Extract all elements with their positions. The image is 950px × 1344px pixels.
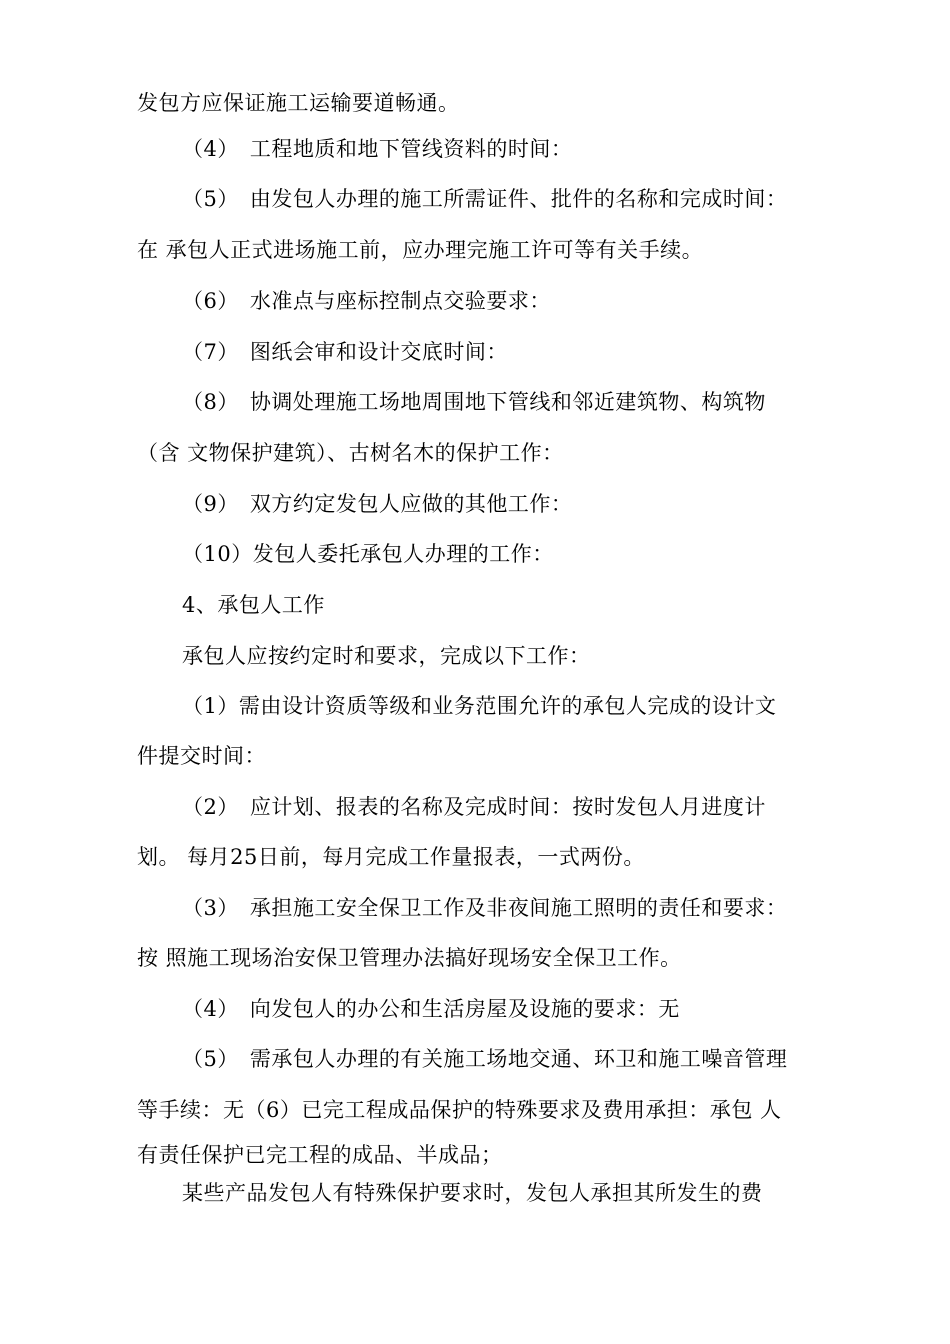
paragraph-line: 在 承包人正式进场施工前，应办理完施工许可等有关手续。 xyxy=(137,238,704,262)
paragraph-line: 按 照施工现场治安保卫管理办法搞好现场安全保卫工作。 xyxy=(137,946,682,970)
paragraph-line: （7） 图纸会审和设计交底时间： xyxy=(182,340,508,364)
paragraph-line: （10）发包人委托承包人办理的工作： xyxy=(182,542,554,566)
paragraph-line: 等手续：无（6）已完工程成品保护的特殊要求及费用承担：承包 人 xyxy=(137,1098,782,1122)
paragraph-line: （6） 水准点与座标控制点交验要求： xyxy=(182,289,551,313)
paragraph-line: （5） 需承包人办理的有关施工场地交通、环卫和施工噪音管理 xyxy=(182,1047,788,1071)
paragraph-line: 划。 每月25日前，每月完成工作量报表，一式两份。 xyxy=(137,845,645,869)
paragraph-line: （4） 向发包人的办公和生活房屋及设施的要求：无 xyxy=(182,997,680,1021)
paragraph-line: （4） 工程地质和地下管线资料的时间： xyxy=(182,137,573,161)
paragraph-line: （8） 协调处理施工场地周围地下管线和邻近建筑物、构筑物 xyxy=(182,390,766,414)
paragraph-line: 承包人应按约定时和要求，完成以下工作： xyxy=(182,644,591,668)
paragraph-line: 件提交时间： xyxy=(137,744,266,768)
paragraph-line: 某些产品发包人有特殊保护要求时，发包人承担其所发生的费 xyxy=(182,1181,763,1205)
section-heading: 4、承包人工作 xyxy=(182,593,325,617)
paragraph-line: 发包方应保证施工运输要道畅通。 xyxy=(137,91,460,115)
paragraph-line: （1）需由设计资质等级和业务范围允许的承包人完成的设计文 xyxy=(182,694,777,718)
paragraph-line: （5） 由发包人办理的施工所需证件、批件的名称和完成时间： xyxy=(182,187,788,211)
paragraph-line: 有责任保护已完工程的成品、半成品； xyxy=(137,1143,503,1167)
paragraph-line: （3） 承担施工安全保卫工作及非夜间施工照明的责任和要求： xyxy=(182,896,788,920)
paragraph-line: （9） 双方约定发包人应做的其他工作： xyxy=(182,492,573,516)
paragraph-line: （2） 应计划、报表的名称及完成时间：按时发包人月进度计 xyxy=(182,795,766,819)
paragraph-line: （含 文物保护建筑）、古树名木的保护工作： xyxy=(137,441,564,465)
